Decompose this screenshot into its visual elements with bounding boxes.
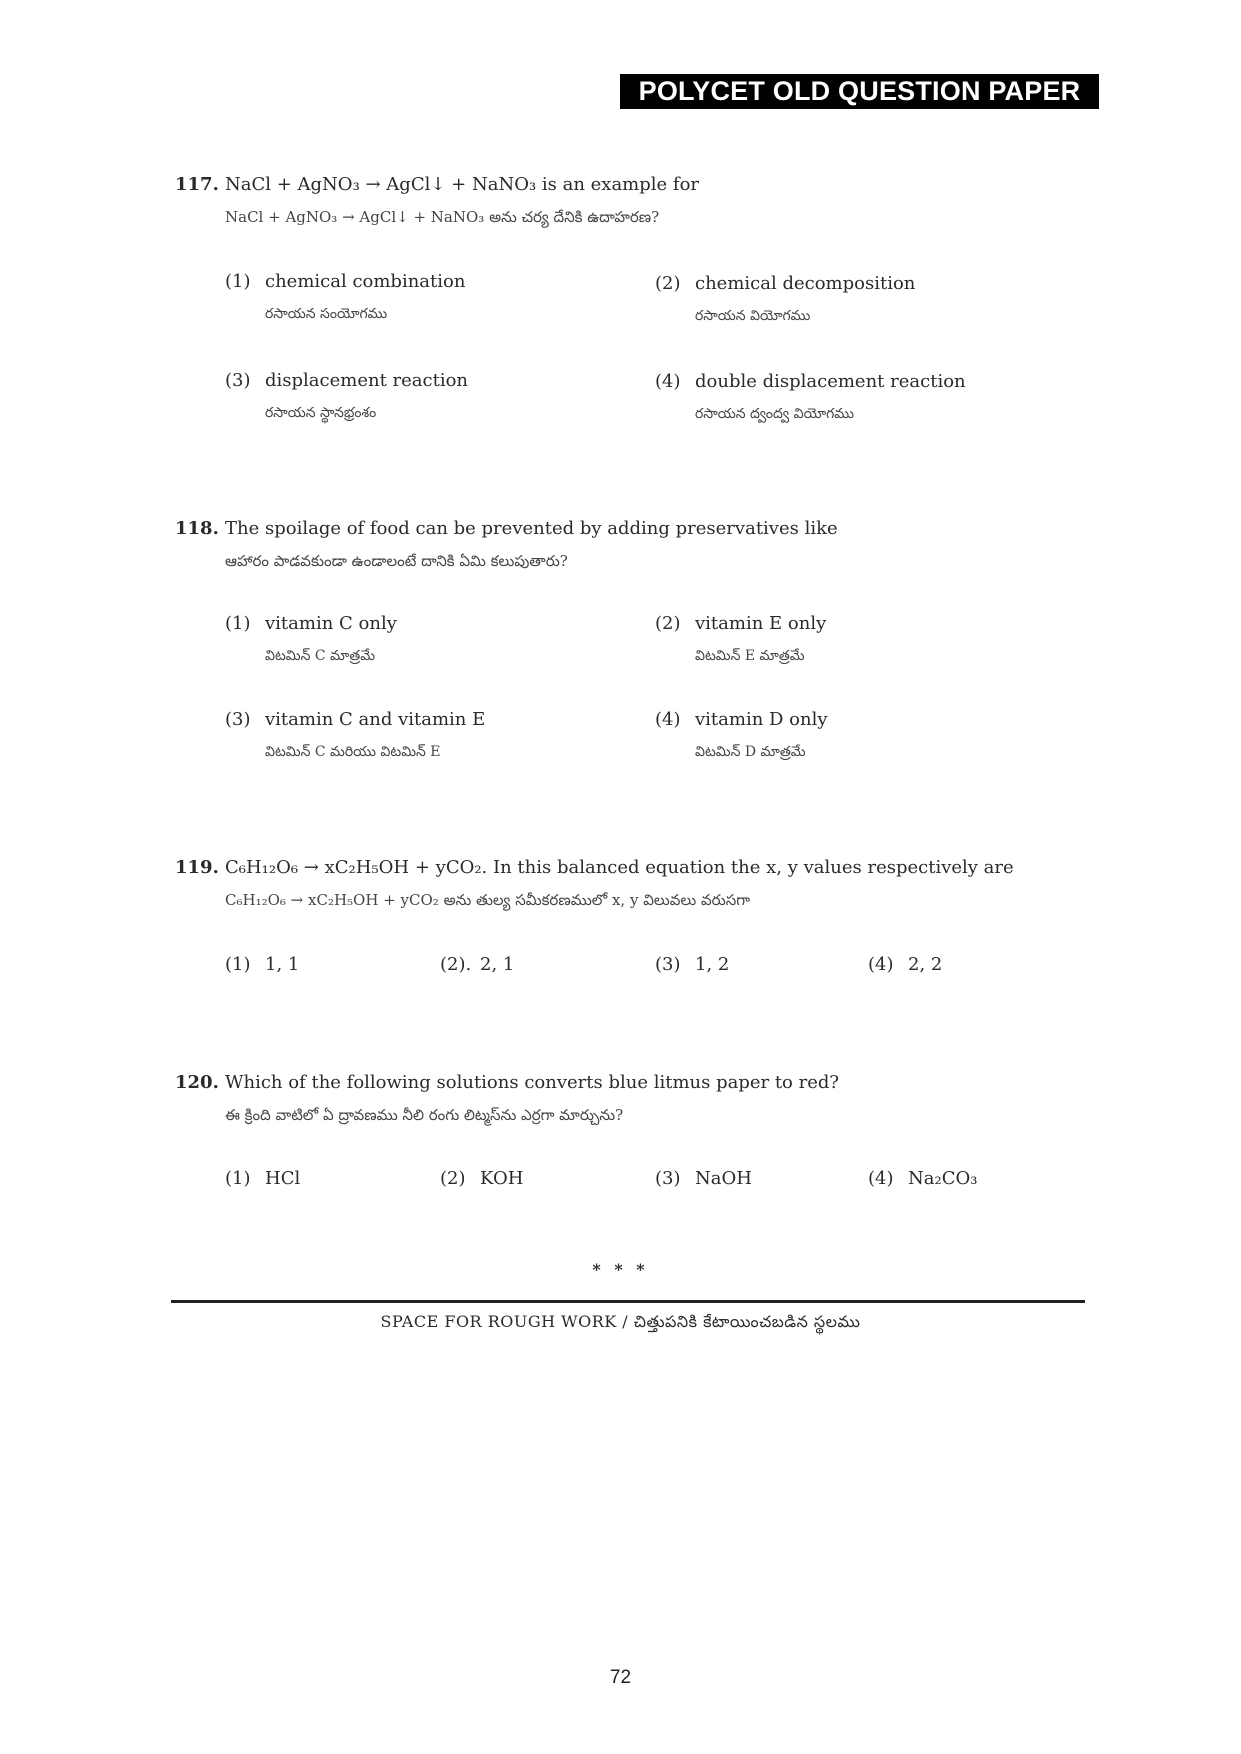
option-number: (4)	[868, 954, 894, 975]
option-text: vitamin E only	[695, 613, 827, 634]
option-3	[655, 949, 729, 981]
option-number: (2)	[440, 1168, 466, 1189]
option-text: 1, 2	[695, 954, 730, 975]
question-number: 117.	[175, 174, 219, 195]
option-text: Na₂CO₃	[908, 1168, 978, 1189]
option-text-telugu: విటమిన్ D మాత్రమే	[695, 744, 806, 760]
option-number: (2)	[655, 613, 681, 634]
option-3	[655, 1163, 752, 1195]
option-3	[225, 704, 485, 768]
question-text: The spoilage of food can be prevented by adding preservatives like	[225, 518, 838, 539]
option-4	[868, 949, 942, 981]
option-number: (3)	[655, 954, 681, 975]
question-118	[175, 512, 1085, 578]
option-number: (4)	[868, 1168, 894, 1189]
option-text: 2, 2	[908, 954, 943, 975]
question-number: 119.	[175, 857, 219, 878]
question-text: C₆H₁₂O₆ → xC₂H₅OH + yCO₂. In this balanced equation the x, y values respectively are	[225, 857, 1014, 878]
question-text-telugu: ఆహారం పాడవకుండా ఉండాలంటే దానికి ఏమి కలుపుతారు?	[225, 552, 568, 570]
option-number: (2).	[440, 954, 472, 975]
option-1	[225, 266, 465, 330]
option-text: chemical combination	[265, 271, 466, 292]
option-text-telugu: రసాయన ద్వంద్వ వియోగము	[695, 406, 854, 422]
page-number: 72	[609, 1667, 632, 1688]
option-text: 2, 1	[480, 954, 515, 975]
option-text: displacement reaction	[265, 370, 469, 391]
option-text-telugu: విటమిన్ E మాత్రమే	[695, 648, 805, 664]
option-4	[868, 1163, 977, 1195]
option-text: vitamin D only	[695, 709, 828, 730]
question-text: Which of the following solutions converts blue litmus paper to red?	[225, 1072, 840, 1093]
option-text: NaOH	[695, 1168, 752, 1189]
question-number: 118.	[175, 518, 219, 539]
question-text-telugu: NaCl + AgNO₃ → AgCl↓ + NaNO₃ అను చర్య దేనికి ఉదాహరణ?	[225, 208, 660, 226]
option-2	[440, 949, 514, 981]
divider-line	[171, 1300, 1085, 1303]
option-text: vitamin C and vitamin E	[265, 709, 486, 730]
option-text: HCl	[265, 1168, 301, 1189]
option-text: KOH	[480, 1168, 524, 1189]
option-number: (1)	[225, 271, 251, 292]
option-3	[225, 365, 468, 429]
rough-work-label: SPACE FOR ROUGH WORK / చిత్తుపనికి కేటాయించబడిన స్థలము	[380, 1312, 861, 1331]
question-120	[175, 1066, 1085, 1132]
option-text-telugu: రసాయన వియోగము	[695, 308, 811, 324]
option-number: (3)	[655, 1168, 681, 1189]
option-text: 1, 1	[265, 954, 300, 975]
option-2	[655, 608, 826, 672]
option-text: vitamin C only	[265, 613, 397, 634]
option-1	[225, 1163, 300, 1195]
option-number: (3)	[225, 370, 251, 391]
question-text: NaCl + AgNO₃ → AgCl↓ + NaNO₃ is an example for	[225, 174, 700, 195]
option-number: (1)	[225, 613, 251, 634]
question-119	[175, 851, 1085, 917]
section-end-stars: * * *	[592, 1260, 649, 1279]
option-number: (1)	[225, 1168, 251, 1189]
option-text-telugu: రసాయన స్థానభ్రంశం	[265, 405, 377, 421]
option-1	[225, 949, 299, 981]
option-2	[440, 1163, 523, 1195]
option-number: (4)	[655, 709, 681, 730]
option-number: (1)	[225, 954, 251, 975]
header-title: POLYCET OLD QUESTION PAPER	[620, 74, 1099, 109]
option-2	[655, 268, 915, 332]
option-number: (2)	[655, 273, 681, 294]
option-1	[225, 608, 397, 672]
option-text: chemical decomposition	[695, 273, 916, 294]
option-4	[655, 704, 828, 768]
option-text-telugu: రసాయన సంయోగము	[265, 306, 388, 322]
option-number: (3)	[225, 709, 251, 730]
question-117	[175, 168, 1085, 234]
option-text: double displacement reaction	[695, 371, 966, 392]
option-4	[655, 366, 966, 430]
option-text-telugu: విటమిన్ C మరియు విటమిన్ E	[265, 744, 441, 760]
question-number: 120.	[175, 1072, 219, 1093]
option-number: (4)	[655, 371, 681, 392]
option-text-telugu: విటమిన్ C మాత్రమే	[265, 648, 376, 664]
question-text-telugu: ఈ క్రింది వాటిలో ఏ ద్రావణము నీలి రంగు లిట్మస్‌ను ఎర్రగా మార్చును?	[225, 1106, 624, 1124]
question-text-telugu: C₆H₁₂O₆ → xC₂H₅OH + yCO₂ అను తుల్య సమీకరణములో x, y విలువలు వరుసగా	[225, 891, 751, 909]
